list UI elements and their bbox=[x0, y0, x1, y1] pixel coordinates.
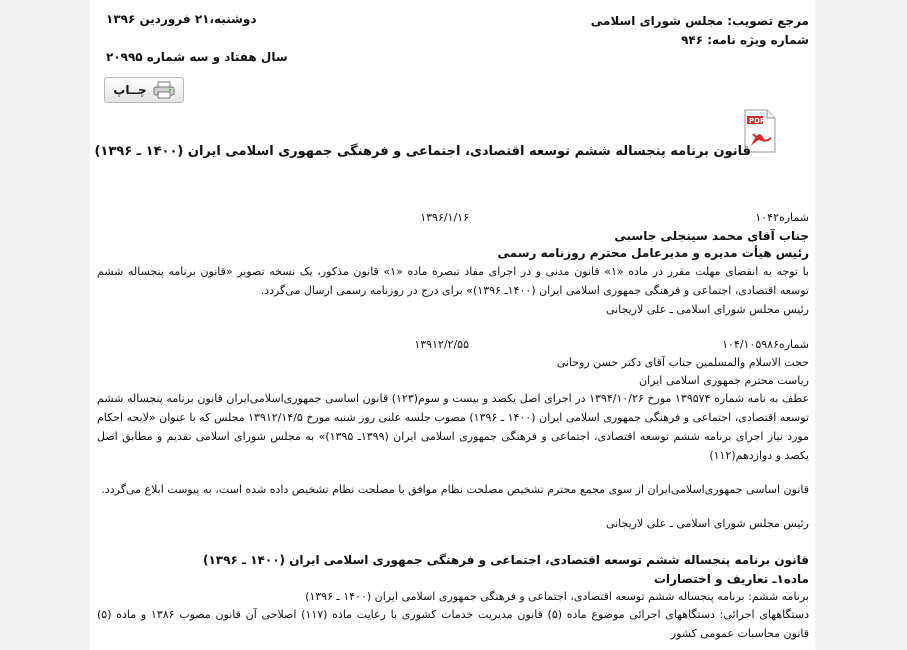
letter1-date: ۱۳۹۶/۱/۱۶ bbox=[420, 211, 469, 224]
section-title: قانون برنامه پنجساله ششم توسعه اقتصادی، اجتماعی و فرهنگی جمهوری اسلامی ایران (۱۴۰۰ ـ ۱۳۹۶) bbox=[202, 553, 809, 567]
letter2-body-continued: قانون اساسی جمهوری‌اسلامی‌ایران از سوی مجمع محترم تشخیص مصلحت نظام موافق با مصلحت نظام تشخیص داده شده است، به پیوست ابلاغ می‌گردد. bbox=[101, 483, 809, 496]
print-label: چــاپ bbox=[113, 83, 147, 97]
letter2-body: عطف به نامه شماره ۱۳۹۵۷۴ مورخ ۱۳۹۴/۱۰/۲۶ در اجرای اصل یکصد و بیست و سوم(۱۲۳) قانون اساسی جمهوری‌اسلامی‌ایران قانون برنامه پنجساله ششم توسعه اقتصادی، اجتماعی و فرهنگی جمهوری اسلامی ایران (۱۴۰۰ ـ ۱۳۹۶) مصوب جلسه علنی روز شنبه مورخ ۱۳۹۱۲/۱۴/۵ مجلس که با عنوان «لایحه احکام مورد نیاز اجرای برنامه ششم توسعه اقتصادی، اجتماعی و فرهنگی جمهوری اسلامی ایران (۱۳۹۹ـ ۱۳۹۵)» به مجلس شورای اسلامی تقدیم و مطابق اصل یکصد و دوازدهم(۱۱۲) bbox=[97, 392, 810, 462]
article-title: ماده۱ـ تعاریف و اختصارات bbox=[653, 572, 809, 586]
letter2-addressee-title: ریاست محترم جمهوری اسلامی ایران bbox=[639, 374, 809, 387]
publication-date: دوشنبه،۲۱ فروردین ۱۳۹۶ bbox=[106, 12, 257, 26]
definition-1: برنامه ششم: برنامه پنجساله ششم توسعه اقتصادی، اجتماعی و فرهنگی جمهوری اسلامی ایران (۱۴۰۰ ـ ۱۳۹۶) bbox=[305, 590, 809, 603]
letter1-number: شماره۱۰۴۲ bbox=[755, 211, 809, 224]
header-meta bbox=[591, 12, 809, 50]
svg-text:PDF: PDF bbox=[749, 117, 765, 125]
print-button[interactable] bbox=[104, 77, 184, 103]
letter2-signature: رئیس مجلس شورای اسلامی ـ علی لاریجانی bbox=[605, 517, 809, 530]
definition-2: دستگاههای اجرائی: دستگاههای اجرائی موضوع ماده (۵) قانون مدیریت خدمات کشوری با رعایت ماده (۱۱۷) اصلاحی آن قانون مصوب ۱۳۸۶ و ماده (۵) قانون محاسبات عمومی کشور bbox=[97, 608, 809, 640]
letter1-addressee-title: رئیس هیأت مدیره و مدیرعامل محترم روزنامه رسمی bbox=[497, 246, 809, 260]
letter1-header bbox=[97, 210, 809, 226]
special-issue-number: شماره ویژه نامه: ۹۴۶ bbox=[681, 33, 809, 47]
document-page bbox=[90, 0, 815, 650]
law-title: قانون برنامه پنجساله ششم توسعه اقتصادی، اجتماعی و فرهنگی جمهوری اسلامی ایران (۱۴۰۰ ـ ۱۳۹۶) bbox=[94, 144, 751, 159]
letter1-signature: رئیس مجلس شورای اسلامی ـ علی لاریجانی bbox=[605, 303, 809, 316]
approval-reference: مرجع تصویب: مجلس شورای اسلامی bbox=[590, 14, 809, 28]
letter1-addressee: جناب آقای محمد سینجلی جاسبی bbox=[614, 229, 809, 243]
letter2-number: شماره۱۰۴/۱۰۵۹۸۶ bbox=[722, 338, 809, 351]
letter2-header bbox=[97, 337, 809, 353]
letter1-body: با توجه به انقضای مهلت مقرر در ماده «۱» قانون مدنی و در اجرای مفاد تبصره ماده «۱» قانون مذکور، یک نسخه تصویر «قانون برنامه پنجساله ششم توسعه اقتصادی، اجتماعی و فرهنگی جمهوری اسلامی ایران (۱۴۰۰ـ ۱۳۹۶)» برای درج در روزنامه رسمی ارسال می‌گردد. bbox=[97, 265, 809, 297]
year-issue: سال هفتاد و سه شماره ۲۰۹۹۵ bbox=[106, 50, 288, 64]
letter2-date: ۱۳۹۱۲/۲/۵۵ bbox=[414, 338, 469, 351]
printer-icon bbox=[153, 81, 175, 99]
letter2-addressee: حجت الاسلام والمسلمین جناب آقای دکتر حسن روحانی bbox=[556, 356, 809, 369]
